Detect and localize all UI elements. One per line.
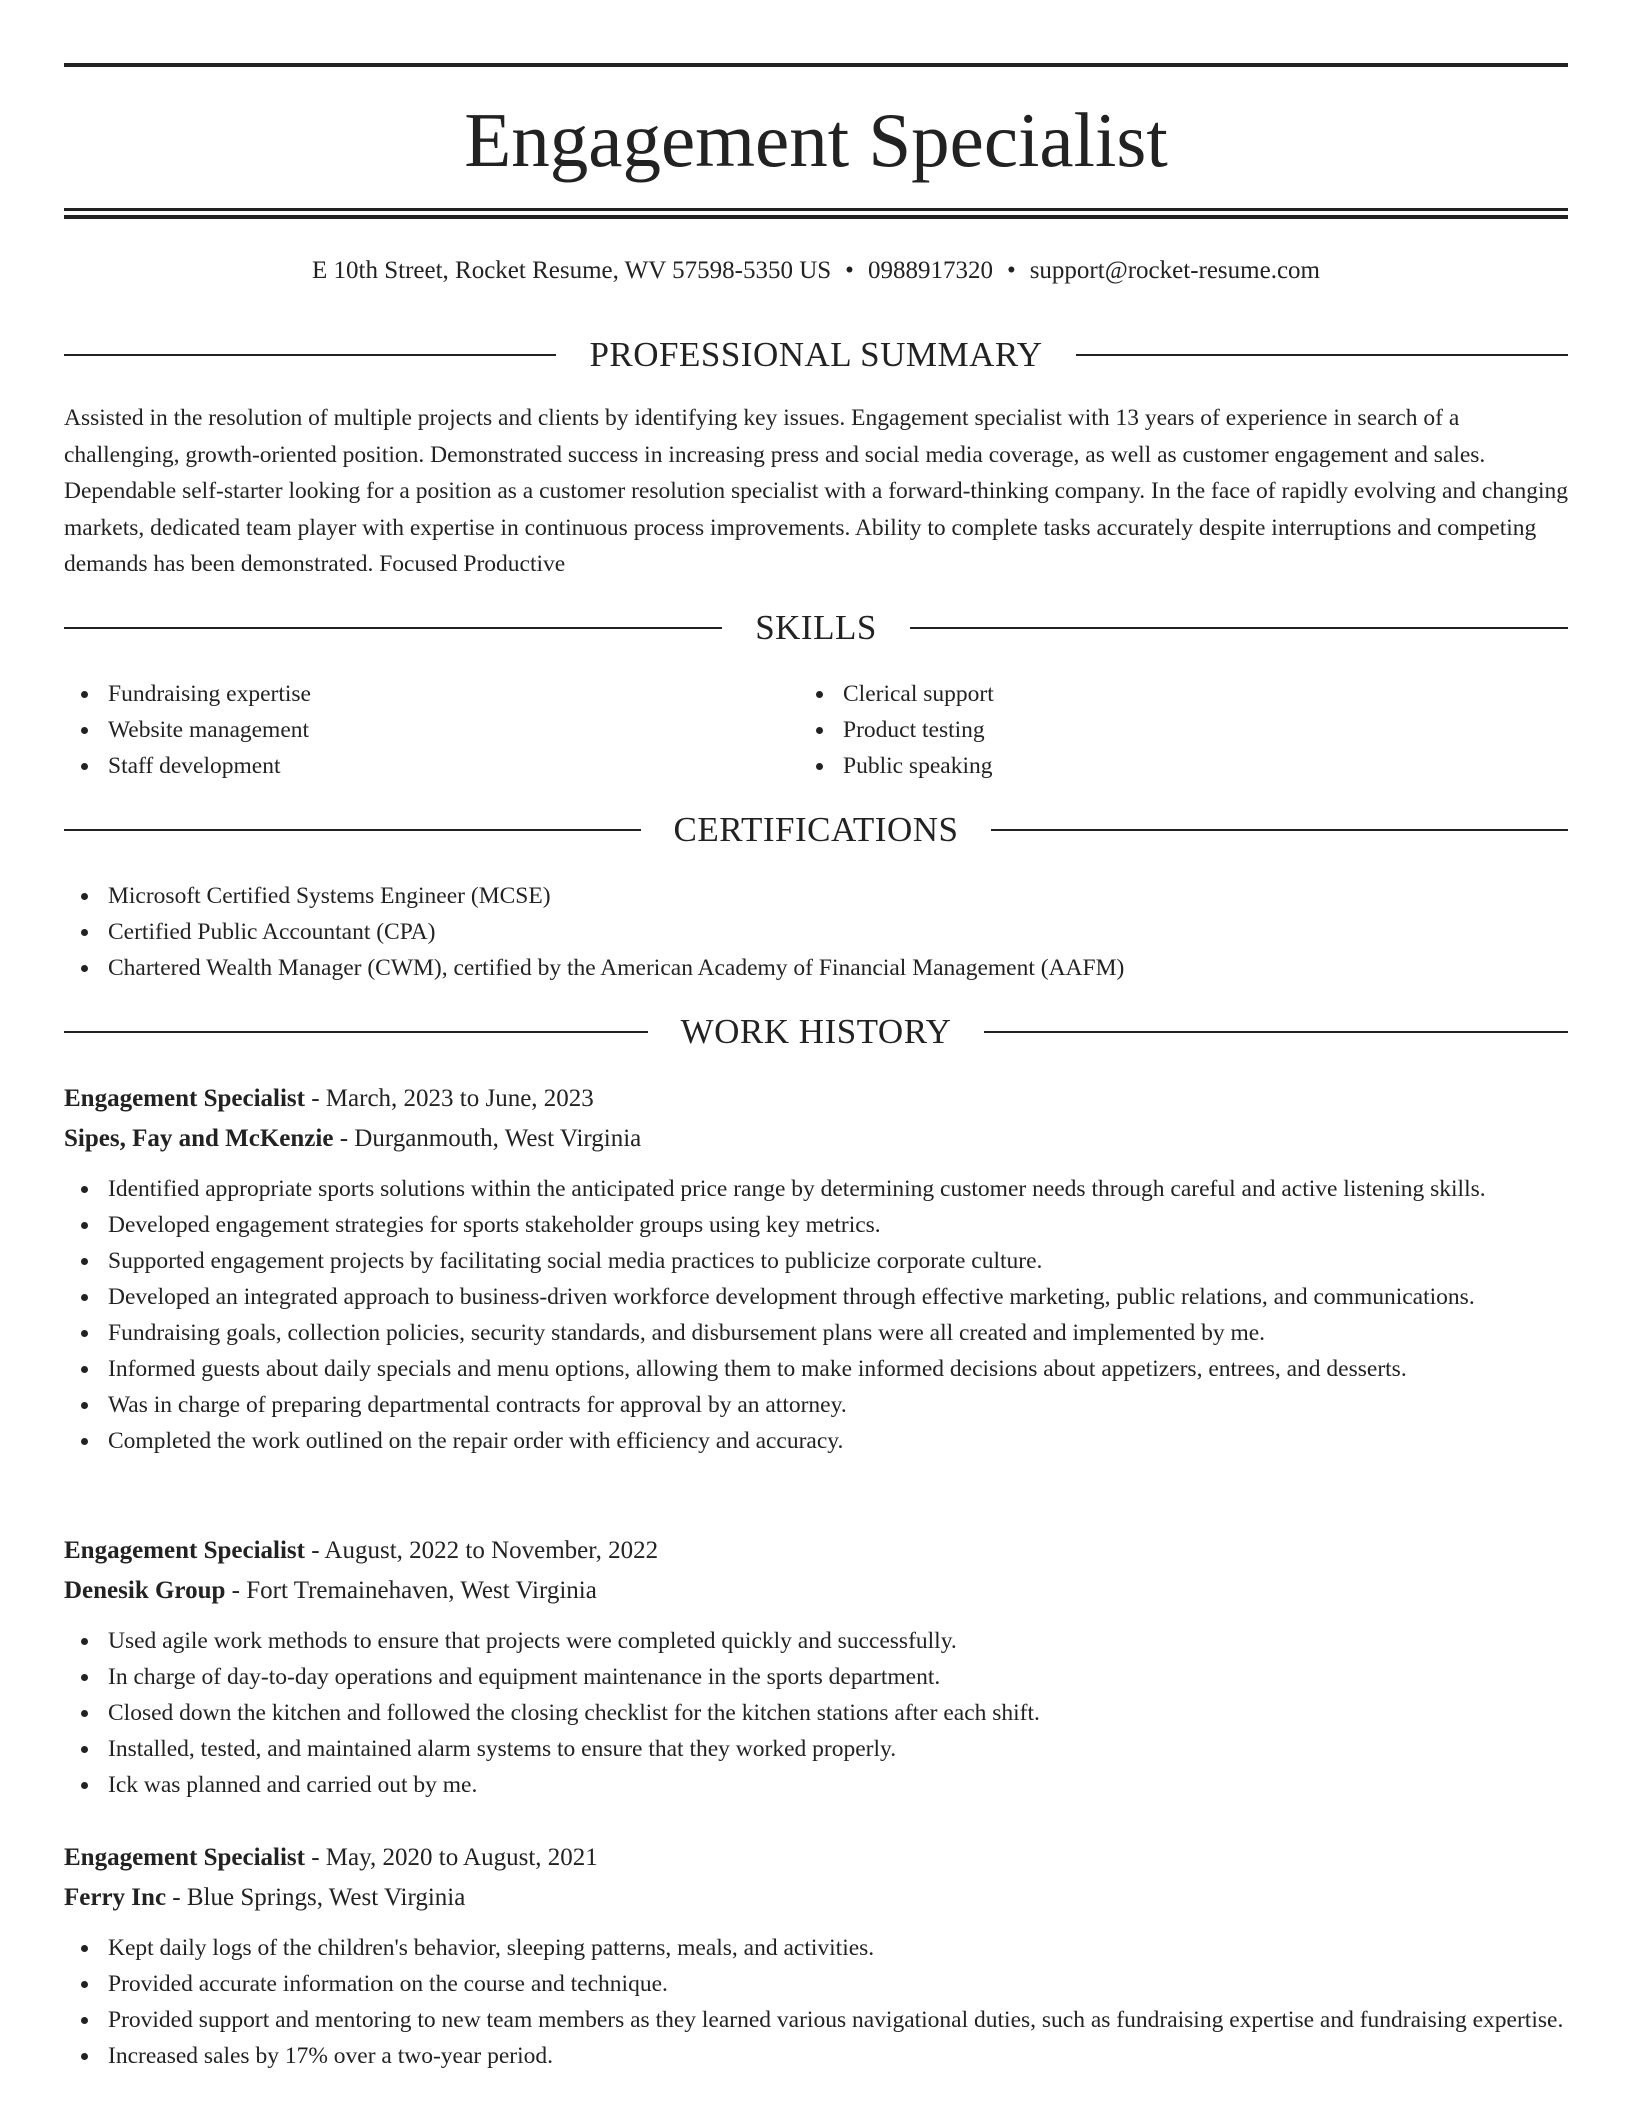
job-duty: Ick was planned and carried out by me. xyxy=(64,1767,1568,1803)
job-dates: - August, 2022 to November, 2022 xyxy=(311,1537,659,1564)
heading-rule-right xyxy=(910,627,1568,629)
heading-rule-left xyxy=(64,627,722,629)
job-company-line xyxy=(64,1571,1568,1611)
job-entry xyxy=(64,1838,1568,2074)
job-company: Denesik Group xyxy=(64,1577,226,1604)
job-dates: - May, 2020 to August, 2021 xyxy=(311,1844,598,1871)
contact-separator: • xyxy=(845,257,854,284)
contact-address: E 10th Street, Rocket Resume, WV 57598-5350 US xyxy=(312,257,832,284)
heading-rule-left xyxy=(64,1031,648,1033)
job-title-line xyxy=(64,1079,1568,1119)
job-title-line xyxy=(64,1838,1568,1878)
skills-list-right xyxy=(799,676,994,784)
job-duty: Kept daily logs of the children's behavior, sleeping patterns, meals, and activities. xyxy=(64,1930,1568,1966)
work-history-heading-label: WORK HISTORY xyxy=(680,1012,952,1051)
job-duties-list xyxy=(64,1930,1568,2074)
job-duty: Provided support and mentoring to new team members as they learned various navigational duties, such as fundraising expertise and fundraising expertise. xyxy=(64,2002,1568,2038)
contact-line xyxy=(64,254,1568,288)
skills-heading-label: SKILLS xyxy=(755,608,877,647)
job-duty: Provided accurate information on the course and technique. xyxy=(64,1966,1568,2002)
heading-rule-right xyxy=(984,1031,1568,1033)
job-title: Engagement Specialist xyxy=(64,1844,305,1871)
job-entry xyxy=(64,1079,1568,1459)
job-location: - Blue Springs, West Virginia xyxy=(172,1884,466,1911)
job-duty: Closed down the kitchen and followed the closing checklist for the kitchen stations after each shift. xyxy=(64,1695,1568,1731)
heading-rule-right xyxy=(1076,354,1568,356)
job-duty: Was in charge of preparing departmental contracts for approval by an attorney. xyxy=(64,1387,1568,1423)
skill-item: Clerical support xyxy=(799,676,994,712)
summary-heading xyxy=(64,333,1568,377)
job-entry xyxy=(64,1531,1568,1803)
work-history-heading xyxy=(64,1010,1568,1054)
job-title: Engagement Specialist xyxy=(64,1537,305,1564)
job-company: Ferry Inc xyxy=(64,1884,167,1911)
heading-rule-right xyxy=(991,829,1568,831)
skill-item: Website management xyxy=(64,712,311,748)
job-duty: Supported engagement projects by facilitating social media practices to publicize corporate culture. xyxy=(64,1243,1568,1279)
job-company: Sipes, Fay and McKenzie xyxy=(64,1125,334,1152)
certification-item: Chartered Wealth Manager (CWM), certified by the American Academy of Financial Management (AAFM) xyxy=(64,950,1568,986)
job-duty: Installed, tested, and maintained alarm systems to ensure that they worked properly. xyxy=(64,1731,1568,1767)
job-duties-list xyxy=(64,1171,1568,1459)
job-duty: Increased sales by 17% over a two-year period. xyxy=(64,2038,1568,2074)
skill-item: Fundraising expertise xyxy=(64,676,311,712)
certification-item: Certified Public Accountant (CPA) xyxy=(64,914,1568,950)
certifications-heading xyxy=(64,808,1568,852)
skills-list-left xyxy=(64,676,311,784)
job-location: - Durganmouth, West Virginia xyxy=(339,1125,642,1152)
job-dates: - March, 2023 to June, 2023 xyxy=(311,1085,594,1112)
job-duty: Identified appropriate sports solutions within the anticipated price range by determining customer needs through careful and active listening skills. xyxy=(64,1171,1568,1207)
certifications-heading-label: CERTIFICATIONS xyxy=(673,810,959,849)
job-title: Engagement Specialist xyxy=(64,1085,305,1112)
heading-rule-left xyxy=(64,354,556,356)
job-duty: Completed the work outlined on the repair order with efficiency and accuracy. xyxy=(64,1423,1568,1459)
header-rule-upper xyxy=(64,208,1568,211)
job-duty: Developed engagement strategies for sports stakeholder groups using key metrics. xyxy=(64,1207,1568,1243)
skill-item: Product testing xyxy=(799,712,994,748)
job-duty: Used agile work methods to ensure that projects were completed quickly and successfully. xyxy=(64,1623,1568,1659)
job-company-line xyxy=(64,1878,1568,1918)
header-rule-lower xyxy=(64,215,1568,219)
skill-item: Staff development xyxy=(64,748,311,784)
job-company-line xyxy=(64,1119,1568,1159)
summary-heading-label: PROFESSIONAL SUMMARY xyxy=(589,335,1043,374)
job-duty: Developed an integrated approach to business-driven workforce development through effective marketing, public relations, and communications. xyxy=(64,1279,1568,1315)
heading-rule-left xyxy=(64,829,641,831)
skill-item: Public speaking xyxy=(799,748,994,784)
job-duties-list xyxy=(64,1623,1568,1803)
job-duty: In charge of day-to-day operations and equipment maintenance in the sports department. xyxy=(64,1659,1568,1695)
certifications-list xyxy=(64,878,1568,986)
contact-phone: 0988917320 xyxy=(867,257,993,284)
job-duty: Fundraising goals, collection policies, security standards, and disbursement plans were all created and implemented by me. xyxy=(64,1315,1568,1351)
certification-item: Microsoft Certified Systems Engineer (MCSE) xyxy=(64,878,1568,914)
contact-email: support@rocket-resume.com xyxy=(1029,257,1320,284)
top-rule xyxy=(64,63,1568,67)
job-location: - Fort Tremainehaven, West Virginia xyxy=(231,1577,597,1604)
resume-name: Engagement Specialist xyxy=(464,97,1168,183)
contact-separator: • xyxy=(1006,257,1016,284)
job-duty: Informed guests about daily specials and menu options, allowing them to make informed decisions about appetizers, entrees, and desserts. xyxy=(64,1351,1568,1387)
skills-heading xyxy=(64,606,1568,650)
job-title-line xyxy=(64,1531,1568,1571)
summary-text: Assisted in the resolution of multiple projects and clients by identifying key issues. Engagement specialist with 13 years of experience in search of a challenging, growth-oriented position. Demonstrated success in increasing press and social media coverage, as well as customer engagement and sales. Dependable self-starter looking for a position as a customer resolution specialist with a forward-thinking company. In the face of rapidly evolving and changing markets, dedicated team player with expertise in continuous process improvements. Ability to complete tasks accurately despite interruptions and competing demands has been demonstrated. Focused Productive xyxy=(64,405,1568,577)
